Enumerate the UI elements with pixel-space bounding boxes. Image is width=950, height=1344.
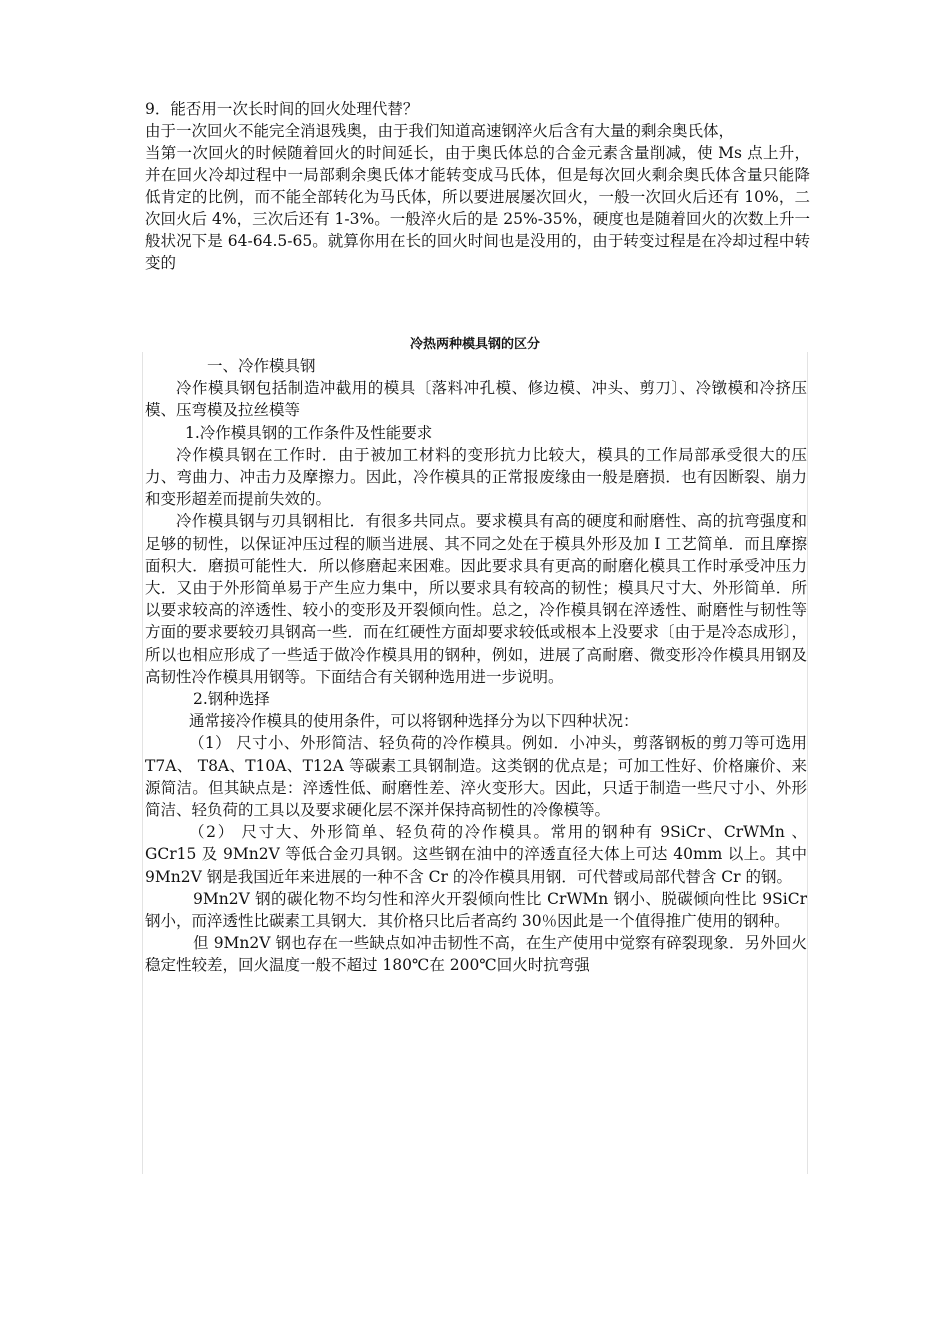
subheading-working-conditions: 1.冷作模具钢的工作条件及性能要求 — [185, 423, 433, 442]
question-heading: 9．能否用一次长时间的回火处理代替？ — [145, 100, 419, 118]
section-title: 冷热两种模具钢的区分 — [409, 337, 540, 352]
heading-cold-work-steel: 一、冷作模具钢 — [207, 357, 316, 375]
subheading-steel-selection: 2.钢种选择 — [193, 690, 270, 709]
answer-paragraph: 由于一次回火不能完全消退残奥，由于我们知道高速钢淬火后含有大量的剩余奥氏体， — [145, 122, 735, 140]
body-paragraph: 冷作模具钢在工作时．由于被加工材料的变形抗力比较大，模具的工作局部承受很大的压力、弯曲力、冲击力及摩擦力。因此，冷作模具的正常报废缘由一般是磨损．也有因断裂、崩力和变形超差而提前失效的。 — [145, 445, 807, 509]
body-paragraph: 9Mn2V 钢的碳化物不均匀性和淬火开裂倾向性比 CrWMn 钢小、脱碳倾向性比 9SiCr 钢小，而淬透性比碳素工具钢大．其价格只比后者高约 30％因此是一个值得推广使用的钢种。 — [145, 889, 807, 931]
body-paragraph: 但 9Mn2V 钢也存在一些缺点如冲击韧性不高，在生产使用中觉察有碎裂现象．另外回火稳定性较差，回火温度一般不超过 180℃在 200℃回火时抗弯强 — [145, 934, 807, 975]
body-paragraph: （2） 尺寸大、外形简单、轻负荷的冷作模具。常用的钢种有 9SiCr、CrWMn 、 GCr15 及 9Mn2V 等低合金刃具钢。这些钢在油中的淬透直径大体上可达 40mm 以上。其中 9Mn2V 钢是我国近年来进展的一种不含 Cr 的冷作模具用钢．可代替或局部代替含 Cr 的钢。 — [145, 823, 807, 886]
answer-paragraph: 当第一次回火的时候随着回火的时间延长，由于奥氏体总的合金元素含量削减，使 Ms 点上升，并在回火冷却过程中一局部剩余奥氏体才能转变成马氏体，但是每次回火剩余奥氏体含量只能降低肯定的比例，而不能全部转化为马氏体，所以要进展屡次回火，一般一次回火后还有 10%，二次回火后 4%，三次后还有 1-3%。一般淬火后的是 25%-35%，硬度也是随着回火的次数上升一般状况下是 64-64.5-65。就算你用在长的回火时间也是没用的，由于转变过程是在冷却过程中转变的 — [145, 144, 810, 272]
qa-section — [145, 98, 810, 274]
body-paragraph: 冷作模具钢与刃具钢相比．有很多共同点。要求模具有高的硬度和耐磨性、高的抗弯强度和足够的韧性，以保证冲压过程的顺当进展、其不同之处在于模具外形及加 I 工艺简单．而且摩擦面积大．磨损可能性大．所以修磨起来困难。因此要求具有更高的耐磨化模具工作时承受冲压力大．又由于外形简单易于产生应力集中，所以要求具有较高的韧性；模具尺寸大、外形简单．所以要求较高的淬透性、较小的变形及开裂倾向性。总之，冷作模具钢在淬透性、耐磨性与韧性等方面的要求要较刃具钢高一些．而在红硬性方面却要求较低或根本上没要求〔由于是冷态成形〕，所以也相应形成了一些适于做冷作模具用的钢种，例如，进展了高耐磨、微变形冷作模具用钢及高韧性冷作模具用钢等。下面结合有关钢种选用进一步说明。 — [145, 512, 807, 686]
body-paragraph: 通常接冷作模具的使用条件，可以将钢种选择分为以下四种状况： — [189, 712, 639, 731]
body-paragraph: 冷作模具钢包括制造冲截用的模具〔落料冲孔模、修边模、冲头、剪刀〕、冷镦模和冷挤压模、压弯模及拉丝模等 — [145, 379, 807, 420]
article-body — [145, 355, 807, 977]
body-paragraph: （1） 尺寸小、外形简洁、轻负荷的冷作模具。例如．小冲头，剪落钢板的剪刀等可选用 T7A、 T8A、T10A、T12A 等碳素工具钢制造。这类钢的优点是；可加工性好、价格廉价、来源简洁。但其缺点是：淬透性低、耐磨性差、淬火变形大。因此，只适于制造一些尺寸小、外形简洁、轻负荷的工具以及要求硬化层不深并保持高韧性的冷像模等。 — [145, 734, 807, 820]
